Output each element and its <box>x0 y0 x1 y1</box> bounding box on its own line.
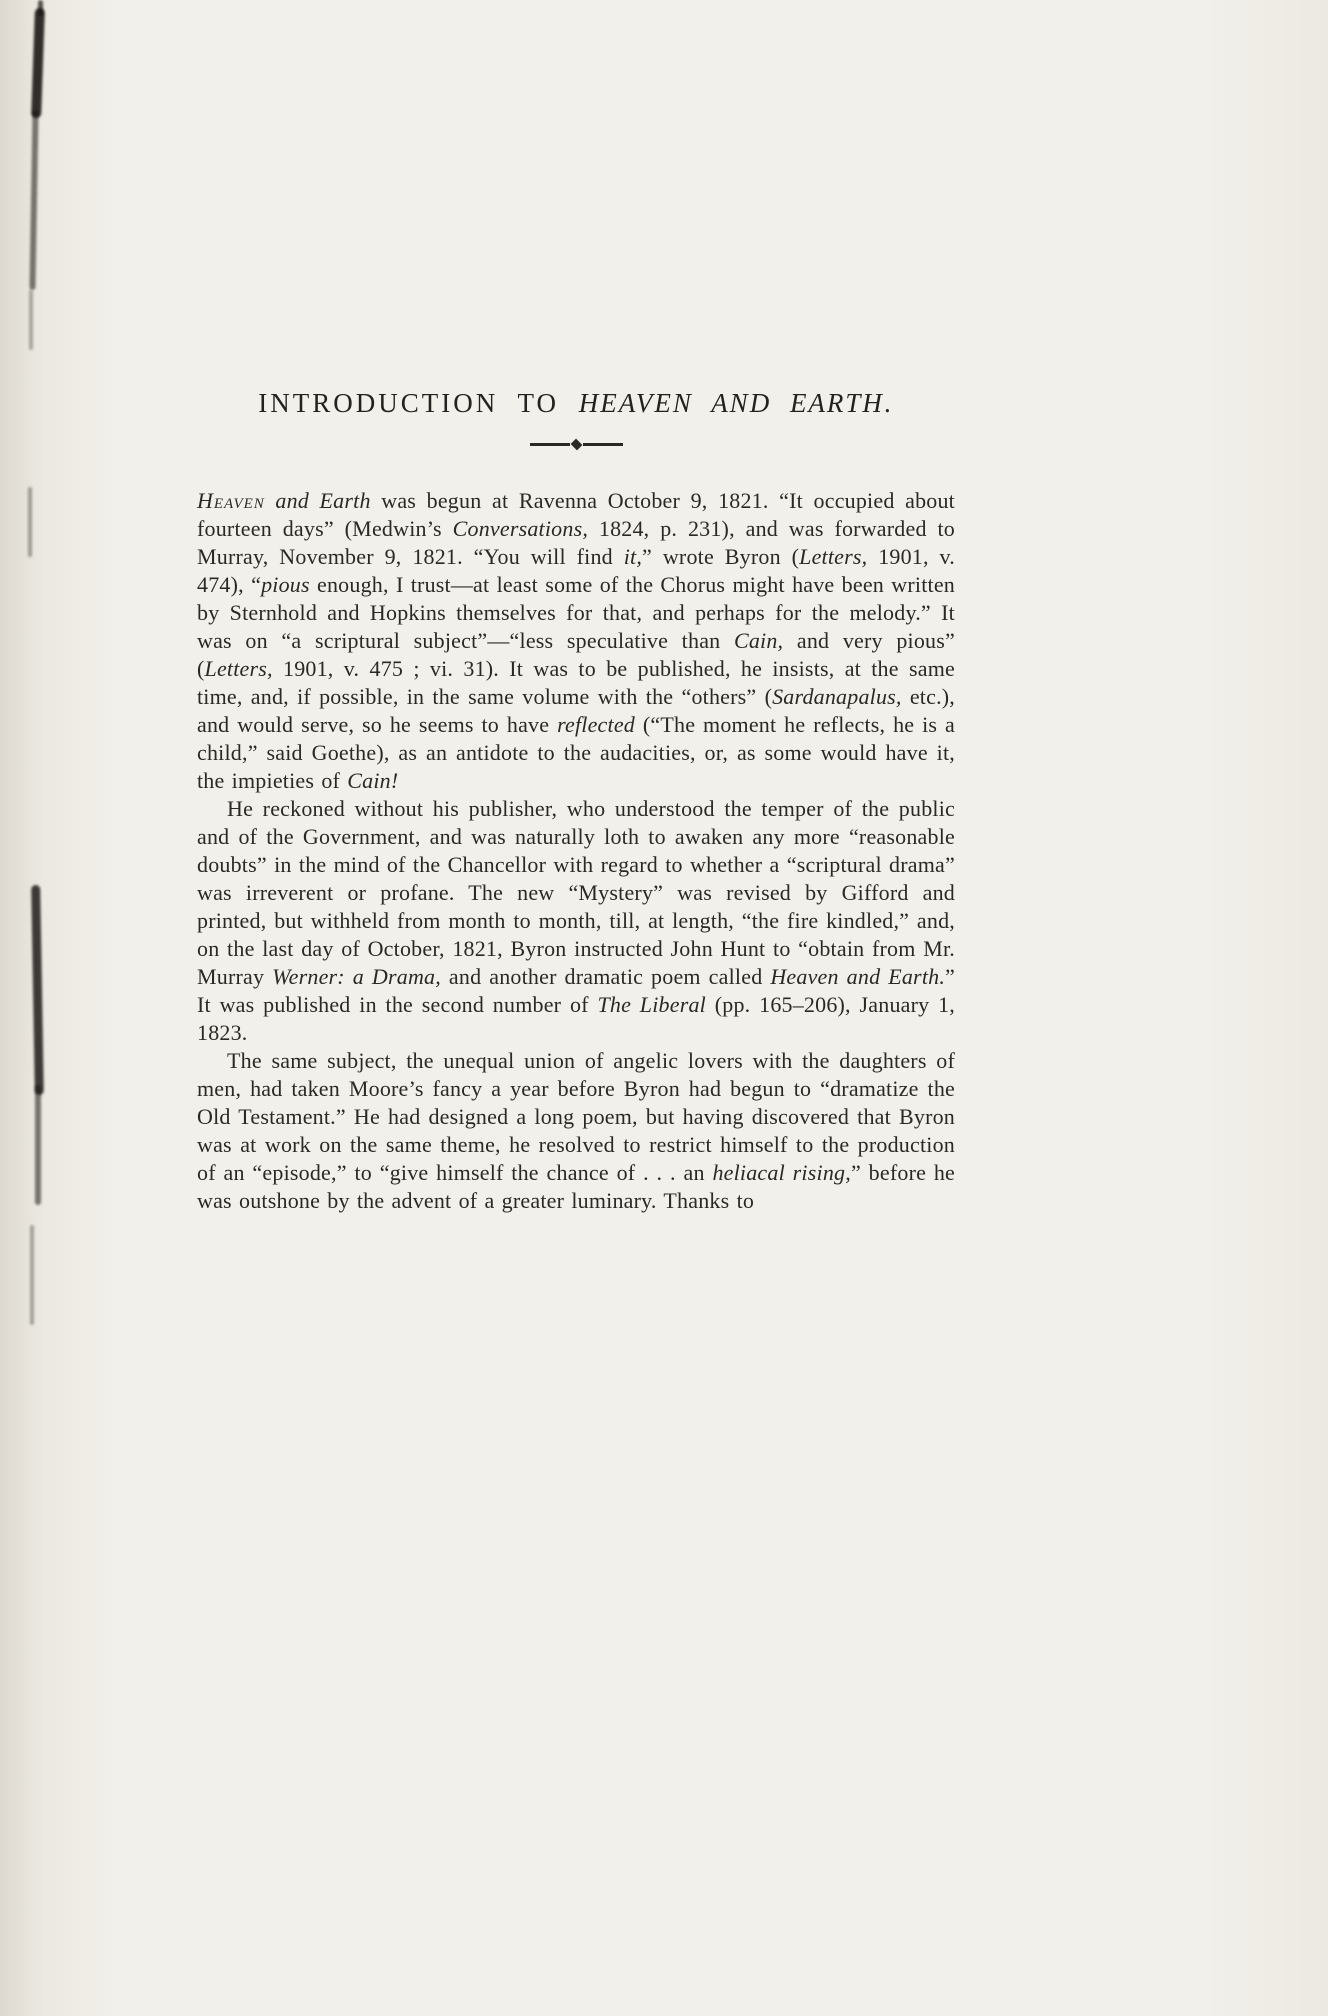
text-segment: enough, I trust—at least some of the Chorus might have been written by Sternhold and Hopkins themselves for that, and perhaps for the melody.” It was on “a scriptural subject”—“less speculative than <box>197 572 955 653</box>
text-segment: Werner: a Drama, <box>272 964 441 989</box>
text-segment: was begun at Ravenna October 9, 1821. “It occupied about fourteen days” (Medwin’s <box>197 488 955 541</box>
text-segment: it, <box>623 544 643 569</box>
binding-mark <box>35 1085 41 1205</box>
text-segment: and very pious” ( <box>197 628 955 681</box>
text-segment: and another dramatic poem called <box>440 964 771 989</box>
text-column <box>197 388 955 1215</box>
text-segment: pious <box>261 572 310 597</box>
ornament-diamond <box>570 438 582 450</box>
text-segment: ” wrote Byron ( <box>642 544 800 569</box>
text-body <box>197 487 955 1215</box>
binding-mark <box>29 110 38 290</box>
text-segment: ” before he was outshone by the advent of a greater luminary. Thanks to <box>197 1160 955 1213</box>
paragraph <box>197 1047 955 1215</box>
text-segment: Cain, <box>733 628 784 653</box>
text-segment: Letters, <box>799 544 868 569</box>
binding-mark <box>31 8 45 118</box>
binding-mark <box>28 487 32 557</box>
text-segment: 1901, v. 474), “ <box>197 544 956 597</box>
page-title-work: HEAVEN AND EARTH <box>578 388 884 418</box>
text-segment: 1824, p. 231), and was forwarded to Murray, November 9, 1821. “You will find <box>197 516 955 569</box>
paragraph <box>197 487 955 795</box>
text-segment: 1901, v. 475 ; vi. 31). It was to be published, he insists, at the same time, and, if possible, in the same volume with the “others” ( <box>197 656 955 709</box>
text-segment: ” It was published in the second number of <box>197 964 956 1017</box>
page-title-prefix: INTRODUCTION TO <box>258 388 579 418</box>
text-segment: Conversations, <box>452 516 589 541</box>
paragraph <box>197 795 955 1047</box>
binding-mark <box>30 1225 34 1325</box>
diamond-rule-ornament-icon <box>197 439 955 449</box>
text-segment: Heaven and Earth. <box>770 964 946 989</box>
text-segment: Letters, <box>204 656 273 681</box>
text-segment: etc.), and would serve, so he seems to have <box>197 684 955 737</box>
ornament-rule-left <box>530 443 570 446</box>
text-segment: He reckoned without his publisher, who understood the temper of the public and of the Government, and was naturally loth to awaken any more “reasonable doubts” in the mind of the Chancellor with regard to whether a “scriptural drama” was irreverent or profane. The new “Mystery” was revised by Gifford and printed, but withheld from month to month, till, at length, “the fire kindled,” and, on the last day of October, 1821, Byron instructed John Hunt to “obtain from Mr. Murray <box>197 796 955 989</box>
text-segment: Heaven <box>197 488 265 513</box>
text-segment: (“The moment he reflects, he is a child,” said Goethe), as an antidote to the audacities, or, as some would have it, the impieties of <box>197 712 955 793</box>
binding-mark <box>29 290 33 350</box>
ornament-rule-right <box>583 443 623 446</box>
text-segment: The same subject, the unequal union of angelic lovers with the daughters of men, had taken Moore’s fancy a year before Byron had begun to “dramatize the Old Testament.” He had designed a long poem, but having discovered that Byron was at work on the same theme, he resolved to restrict himself to the production of an “episode,” to “give himself the chance of . . . an <box>197 1048 955 1185</box>
page-title-period: . <box>883 388 894 418</box>
text-segment: The Liberal <box>597 992 706 1017</box>
binding-mark <box>31 885 44 1095</box>
text-segment: and Earth <box>264 488 371 513</box>
text-segment: Cain! <box>347 768 399 793</box>
page-title <box>197 388 955 419</box>
text-segment: reflected <box>557 712 636 737</box>
text-segment: heliacal rising, <box>712 1160 851 1185</box>
text-segment: (pp. 165–206), January 1, 1823. <box>197 992 955 1045</box>
text-segment: Sardanapalus, <box>772 684 902 709</box>
